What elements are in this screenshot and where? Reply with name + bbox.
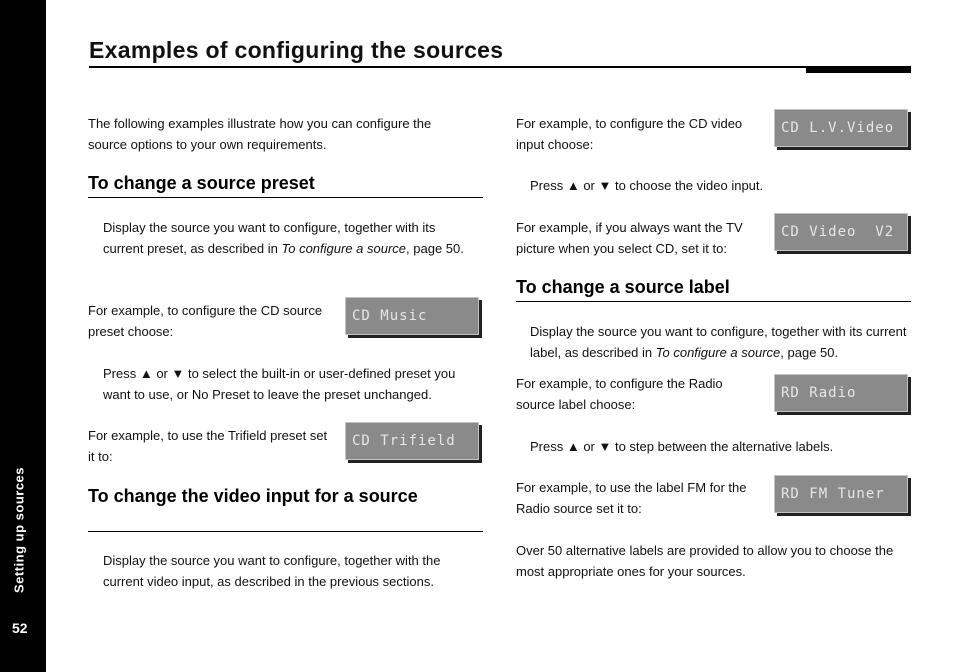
section-label: Setting up sources [11,466,27,594]
label-example-1: For example, to configure the Radio source label choose: [516,376,723,412]
intro-text: The following examples illustrate how you can configure the source options to your own requirements. [88,116,432,152]
label-step-1: Display the source you want to configure, together with its current label, as described in To configure a source, page 50. [530,324,907,360]
lcd-display-rd-radio: RD Radio [774,374,908,412]
video-step-2: Press ▲ or ▼ to choose the video input. [530,178,764,193]
video-example-1: For example, to configure the CD video input choose: [516,116,743,152]
preset-example-1: For example, to configure the CD source preset choose: [88,303,323,339]
preset-step-2: Press ▲ or ▼ to select the built-in or user-defined preset you want to use, or No Preset to leave the preset unchanged. [103,366,456,402]
page-number: 52 [12,620,28,636]
heading-source-label: To change a source label [516,277,730,297]
heading-rule [88,531,483,532]
label-example-2: For example, to use the label FM for the Radio source set it to: [516,480,747,516]
title-accent-bar [806,66,911,73]
lcd-display-cd-music: CD Music [345,297,479,335]
lcd-display-rd-fm-tuner: RD FM Tuner [774,475,908,513]
lcd-display-cd-video-v2: CD Video V2 [774,213,908,251]
video-step-1: Display the source you want to configure, together with the current video input, as described in the previous sections. [103,553,441,589]
title-rule [89,66,911,68]
label-step-2: Press ▲ or ▼ to step between the alternative labels. [530,439,834,454]
heading-rule [516,301,911,302]
lcd-display-cd-trifield: CD Trifield [345,422,479,460]
labels-note: Over 50 alternative labels are provided to allow you to choose the most appropriate ones for your sources. [516,543,894,579]
lcd-display-cd-lv-video: CD L.V.Video [774,109,908,147]
sidebar [0,0,46,672]
page-title: Examples of configuring the sources [89,37,504,63]
heading-rule [88,197,483,198]
preset-step-1: Display the source you want to configure, together with its current preset, as described in To configure a source, page 50. [103,220,464,256]
preset-example-2: For example, to use the Trifield preset set it to: [88,428,328,464]
heading-video-input: To change the video input for a source [88,486,418,506]
video-example-2: For example, if you always want the TV picture when you select CD, set it to: [516,220,743,256]
heading-source-preset: To change a source preset [88,173,315,193]
